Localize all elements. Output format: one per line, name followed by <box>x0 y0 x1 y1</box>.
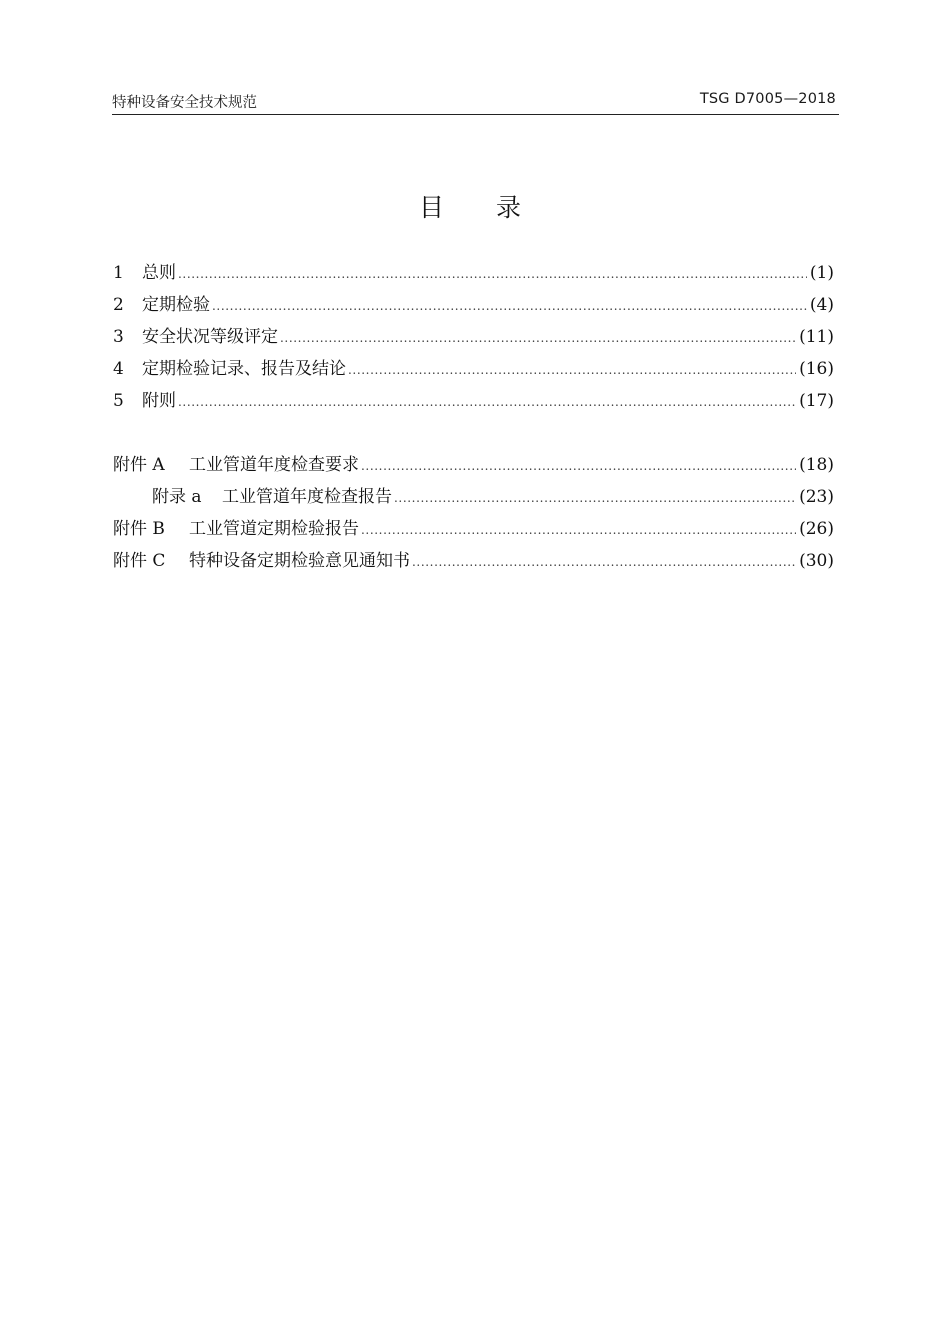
toc-entry-chapter-1[interactable] <box>113 260 834 286</box>
toc-entry-page: (18) <box>799 455 834 475</box>
toc-entry-label: 定期检验记录、报告及结论 <box>142 359 346 379</box>
toc-dot-leader <box>212 293 807 319</box>
toc-entry-label: 总则 <box>142 263 176 283</box>
toc-entry-number: 附件 B <box>113 519 165 539</box>
toc-entry-label: 工业管道年度检查报告 <box>222 487 392 507</box>
toc-entry-chapter-3[interactable] <box>113 324 834 350</box>
toc-entry-appendix-a[interactable] <box>113 452 834 478</box>
toc-dot-leader <box>361 453 796 479</box>
toc-entry-number: 附录 a <box>152 487 202 507</box>
toc-entry-number: 5 <box>113 391 124 411</box>
page-header <box>112 88 839 115</box>
toc-entry-page: (4) <box>809 295 834 315</box>
toc-entry-page: (17) <box>799 391 834 411</box>
toc-entry-number: 附件 C <box>113 551 166 571</box>
toc-entry-appendix-c[interactable] <box>113 548 834 574</box>
toc-entry-label: 特种设备定期检验意见通知书 <box>189 551 410 571</box>
toc-entry-page: (11) <box>799 327 834 347</box>
toc-entry-number: 4 <box>113 359 124 379</box>
toc-entry-page: (16) <box>799 359 834 379</box>
toc-entry-label: 工业管道定期检验报告 <box>189 519 359 539</box>
toc-entry-label: 定期检验 <box>142 295 210 315</box>
toc-dot-leader <box>348 357 796 383</box>
toc-entry-number: 1 <box>113 263 124 283</box>
toc-entry-annex-a[interactable] <box>152 484 834 510</box>
toc-entry-number: 2 <box>113 295 124 315</box>
toc-dot-leader <box>178 389 796 415</box>
page-title: 目录 <box>418 193 573 222</box>
toc-entry-page: (23) <box>799 487 834 507</box>
toc-dot-leader <box>361 517 796 543</box>
toc-entry-page: (30) <box>799 551 834 571</box>
toc-entry-chapter-5[interactable] <box>113 388 834 414</box>
toc-entry-label: 工业管道年度检查要求 <box>189 455 359 475</box>
toc-dot-leader <box>178 261 807 287</box>
toc-dot-leader <box>280 325 796 351</box>
header-standard-code: TSG D7005—2018 <box>699 91 836 107</box>
toc-entry-appendix-b[interactable] <box>113 516 834 542</box>
toc-dot-leader <box>394 485 796 511</box>
toc-dot-leader <box>412 549 796 575</box>
toc-entry-label: 安全状况等级评定 <box>142 327 278 347</box>
toc-entry-number: 附件 A <box>113 455 165 475</box>
toc-entry-chapter-2[interactable] <box>113 292 834 318</box>
toc-entry-page: (1) <box>809 263 834 283</box>
toc-entry-page: (26) <box>799 519 834 539</box>
toc-entry-chapter-4[interactable] <box>113 356 834 382</box>
toc-entry-number: 3 <box>113 327 124 347</box>
toc-entry-label: 附则 <box>142 391 176 411</box>
header-standard-category: 特种设备安全技术规范 <box>112 95 257 111</box>
